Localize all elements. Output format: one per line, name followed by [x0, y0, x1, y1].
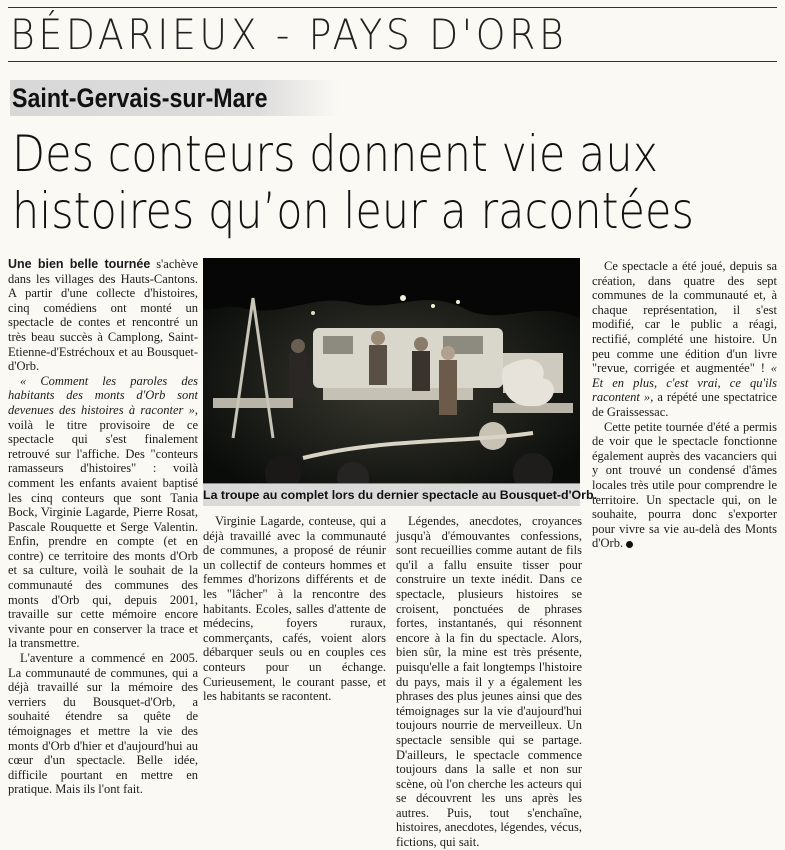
- headline: [12, 125, 694, 240]
- stage-scene-illustration: [203, 258, 580, 483]
- paragraph-2-text: , voilà le titre provisoire de ce spectacle qui s'est finalement retrouvé sur l'affiche. Des "conteurs ramasseurs d'histoires" : voilà comment les enfants avaient baptisé les cinq conteurs que sont Tania Bock, Virginie Lagarde, Pierre Rosat, Pascale Rouquette et Serge Valentin. Enfin, prendre en compte (et en contre) ce territoire des monts d'Orb et sa culture, voilà le souhait de la communauté des communes des monts d'Orb qui, depuis 2001, travaille sur cette mémoire encore vivante pour en conserver la trace et la transmettre.: [8, 402, 198, 651]
- paragraph-6-end: , a répété une spectatrice de Graissessac.: [592, 390, 777, 419]
- end-of-article-mark: [626, 541, 633, 548]
- locality-banner: [10, 80, 340, 116]
- headline-line-1: Des conteurs donnent vie aux: [12, 125, 659, 183]
- paragraph-5: Légendes, anecdotes, croyances jusqu'à d'émouvantes confessions, sont recueillies comme autant de fils qu'il a fallu ensuite tisser pour construire un texte inédit. Dans ce spectacle, plusieurs histoires se croisent, ponctuées de phrases fortes, instantanés, qui résonnent encore à la fin du spectacle. Alors, bien sûr, la mine est très présente, puisqu'elle a fait longtemps l'histoire du pays, mais il y a également les phrases des plus jeunes ainsi que des témoignages sur la vie d'aujourd'hui toujours nourrie de merveilleux. Un spectacle sensible qui se partage. D'ailleurs, le spectacle commence toujours dans la salle et non sur scène, où l'on cherche les acteurs qui se découvrent les uns après les autres. Puis, tout s'enchaîne, histoires, anecdotes, légendes, vécus, fictions, qui sait.: [396, 514, 582, 850]
- lead-in: Une bien belle tournée: [8, 257, 151, 271]
- paragraph-2: [8, 374, 198, 651]
- spectator-quote: « Et en plus, c'est vrai, ce qu'ils racontent »: [592, 361, 777, 405]
- paragraph-4: Virginie Lagarde, conteuse, qui a déjà travaillé avec la communauté de communes, a proposé de réunir un collectif de conteurs hommes et femmes d'horizons différents et de les "lâcher" à la rencontre des habitants. Ecoles, salles d'attente de médecins, foyers ruraux, commerçants, cafés, voient alors débarquer seuls ou en couples ces conteurs pour un échange. Curieusement, le courant passe, et les habitants se racontent.: [203, 514, 386, 704]
- locality-label: Saint-Gervais-sur-Mare: [12, 83, 268, 113]
- paragraph-3: L'aventure a commencé en 2005. La communauté de communes, qui a déjà travaillé sur la mémoire des verriers du Bousquet-d'Orb, a souhaité étendre sa quête de témoignages et mettre la vie des monts d'Orb d'hier et d'aujourd'hui au cœur d'un spectacle. Belle idée, difficile pourtant en mettre en pratique. Mais ils l'ont fait.: [8, 651, 198, 797]
- article-photo: [203, 258, 580, 483]
- quote-title: « Comment les paroles des habitants des monts d'Orb sont devenues des histoires à raconter »: [8, 373, 198, 417]
- section-title: BÉDARIEUX - PAYS D'ORB: [10, 10, 568, 59]
- paragraph-1: [8, 257, 198, 374]
- paragraph-7-text: Cette petite tournée d'été a permis de voir que le spectacle fonctionne également auprès des vacanciers qui y ont trouvé un condensé d'âmes locales très utile pour comprendre le territoire. Un spectacle qui, on le souhaite, pourra donc s'exporter pour vivre sa vie au-delà des Monts d'Orb.: [592, 419, 777, 551]
- article-column-4: [592, 259, 777, 799]
- bottom-rule: [8, 61, 777, 62]
- article-column-1: [8, 257, 198, 797]
- article-column-3: [396, 514, 582, 850]
- article-column-2: [203, 514, 386, 797]
- paragraph-6: [592, 259, 777, 420]
- headline-line-2: histoires qu’on leur a racontées: [12, 182, 694, 240]
- paragraph-1-text: s'achève dans les villages des Hauts-Cantons. A partir d'une collecte d'histoires, cinq comédiens ont monté un spectacle de contes et rencontré un très beau succès à Camplong, Saint-Etienne-d'Estréchoux et au Bousquet-d'Orb.: [8, 257, 198, 374]
- top-rule: [8, 7, 777, 8]
- photo-caption: La troupe au complet lors du dernier spectacle au Bousquet-d'Orb.: [203, 483, 580, 506]
- paragraph-7: [592, 420, 777, 551]
- paragraph-6-start: Ce spectacle a été joué, depuis sa création, dans quatre des sept communes de la communauté et, à chaque représentation, il s'est modifié, car le public a réagi, rectifié, complété une histoire. Un peu comme une édition d'un livre "revue, corrigée et augmentée" !: [592, 259, 777, 376]
